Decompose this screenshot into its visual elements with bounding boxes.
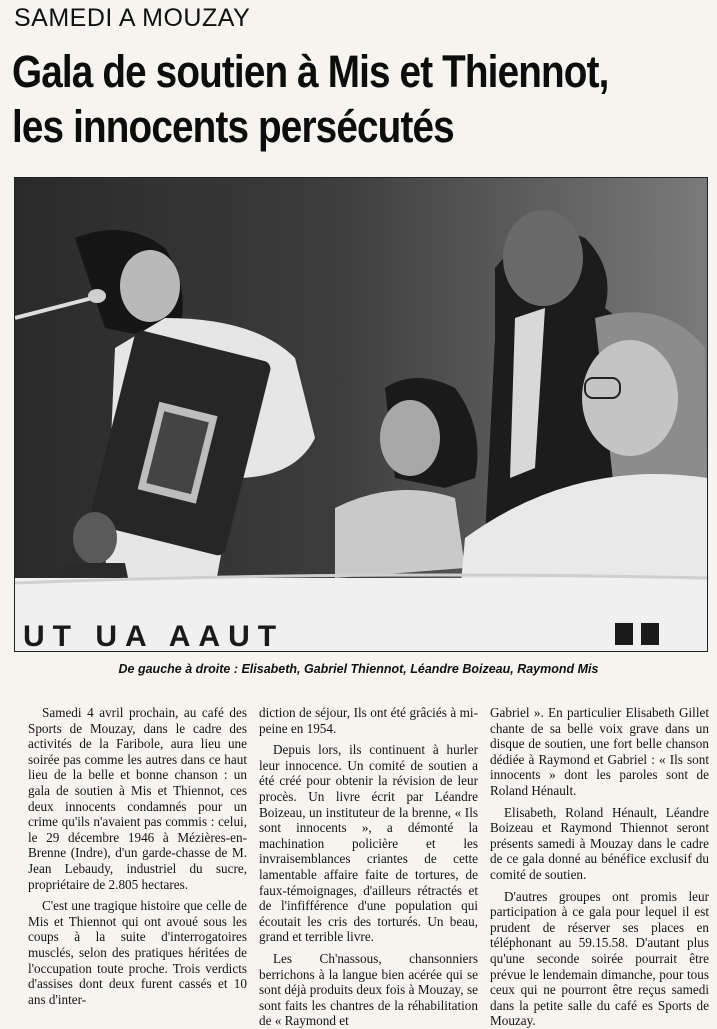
article-headline: [12, 44, 614, 154]
banner-block: [641, 623, 659, 645]
paragraph: D'autres groupes ont promis leur participation à ce gala pour lequel il est prudent de réserver ses places en téléphonant au 59.15.58. D'autant plus qu'une seconde soirée pourrait être prévue le lendemain dimanche, pour tous ceux qui ne pourront être reçus samedi dans la petite salle du café es Sports de Mouzay.: [490, 888, 709, 1029]
article-body: [28, 705, 710, 1029]
photo-caption: De gauche à droite : Elisabeth, Gabriel Thiennot, Léandre Boizeau, Raymond Mis: [118, 662, 599, 676]
headline-line-1: Gala de soutien à Mis et Thiennot,: [12, 46, 609, 97]
headline-line-2: les innocents persécutés: [12, 101, 454, 152]
stage-photo-illustration: [15, 178, 707, 651]
column-3: [490, 705, 709, 1029]
paragraph: Samedi 4 avril prochain, au café des Sports de Mouzay, dans le cadre des activités de la Faribole, aura lieu une soirée pas comme les autres dans ce haut lieu de la belle et bonne chanson : un gala de soutien à Mis et Thiennot, ces deux innocents condamnés pour un crime qu'ils n'avaient pas commis : celui, le 29 décembre 1946 à Mézières-en-Brenne (Indre), d'un garde-chasse de M. Jean Lebaudy, industriel du sucre, propriétaire de 2.805 hectares.: [28, 705, 247, 892]
paragraph: C'est une tragique histoire que celle de Mis et Thiennot qui ont avoué sous les coups à la suite d'interrogatoires musclés, selon des pratiques héritées de l'occupation toute proche. Trois verdicts d'assises dont deux furent cassés et 10 ans d'inter-: [28, 898, 247, 1007]
column-1: [28, 705, 247, 1029]
paragraph: Gabriel ». En particulier Elisabeth Gillet chante de sa belle voix grave dans un disque de soutien, une fort belle chanson dédiée à Raymond et Gabriel : « Ils sont innocents » dont les paroles sont de Roland Hénault.: [490, 705, 709, 798]
banner-block: [615, 623, 633, 645]
section-kicker: SAMEDI A MOUZAY: [14, 4, 251, 32]
banner-blocks: [615, 623, 670, 645]
column-2: [259, 705, 478, 1029]
paragraph: Elisabeth, Roland Hénault, Léandre Boizeau et Raymond Thiennot seront présents samedi à Mouzay dans le cadre de ce gala donné au bénéfice exclusif du comité de soutien.: [490, 804, 709, 882]
paragraph: Depuis lors, ils continuent à hurler leur innocence. Un comité de soutien a été créé pour obtenir la révision de leur procès. Un livre écrit par Léandre Boizeau, un instituteur de la brenne, « Ils sont innocents », a démonté la machination policière et les invraisemblances criantes de cette lamentable affaire faite de tortures, de faux-témoignages, d'ailleurs rétractés et de l'infifférence d'une population qui écoutait les cris des torturés. Un beau, grand et terrible livre.: [259, 742, 478, 945]
paragraph: diction de séjour, Ils ont été grâciés à mi-peine en 1954.: [259, 705, 478, 736]
stage-banner-text: UT UA AAUT: [23, 620, 285, 652]
article-photo: [14, 177, 708, 652]
paragraph: Les Ch'nassous, chansonniers berrichons à la langue bien acérée qui se sont déjà produits deux fois à Mouzay, se sont faits les chantres de la réhabilitation de « Raymond et: [259, 950, 478, 1029]
